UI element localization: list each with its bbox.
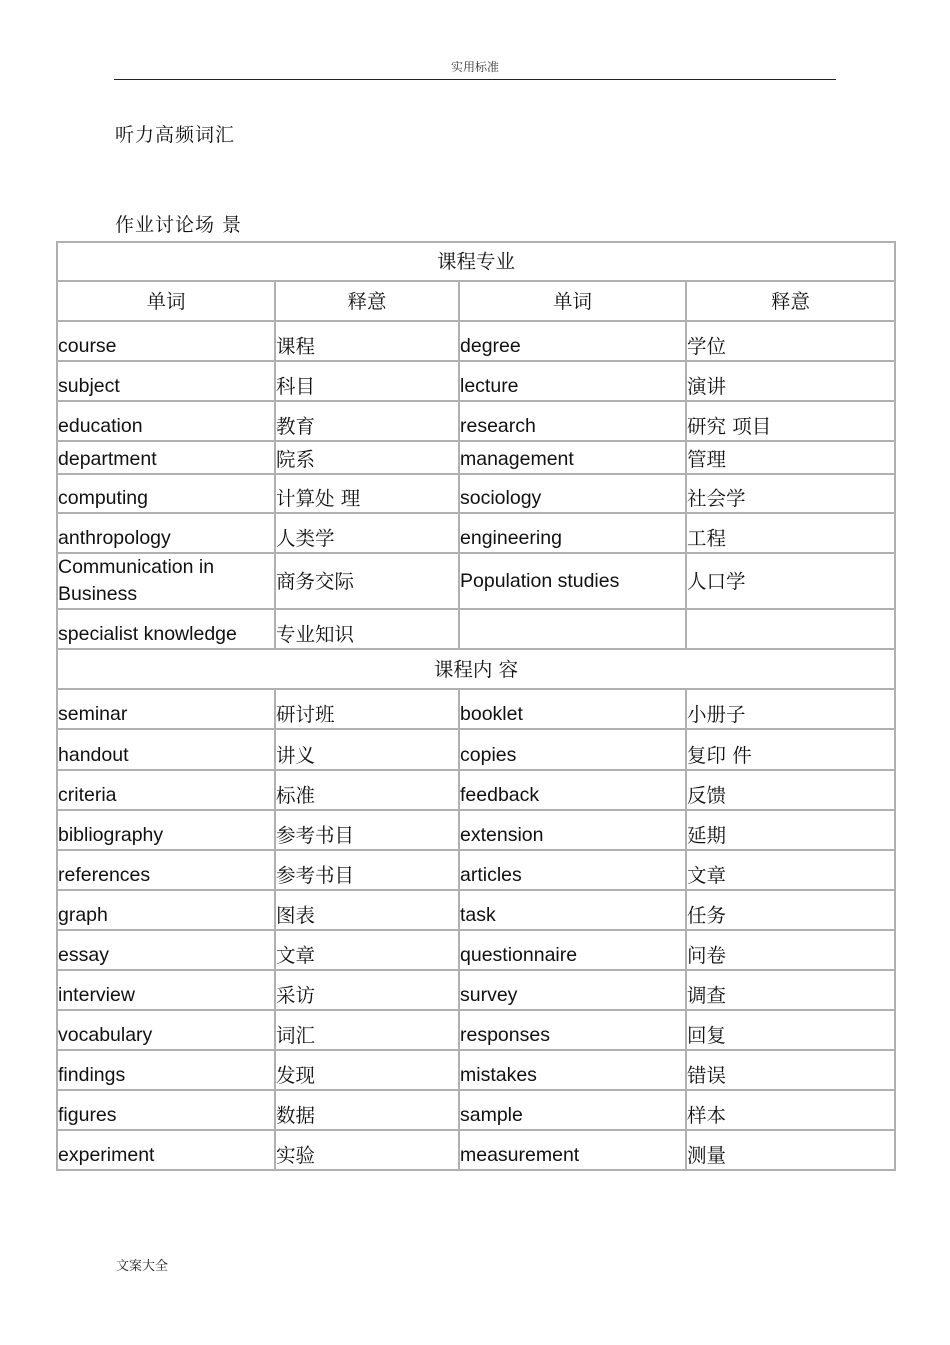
word-cell: vocabulary [58, 1011, 276, 1051]
meaning-cell: 课程 [276, 322, 460, 362]
word-cell: copies [460, 730, 687, 771]
table-row [58, 811, 896, 851]
meaning-cell: 错误 [687, 1051, 896, 1091]
word-cell: bibliography [58, 811, 276, 851]
meaning-cell: 专业知识 [276, 610, 460, 650]
table-row [58, 514, 896, 554]
meaning-cell: 管理 [687, 442, 896, 475]
word-cell: engineering [460, 514, 687, 554]
meaning-cell [687, 610, 896, 650]
word-cell: articles [460, 851, 687, 891]
word-cell: interview [58, 971, 276, 1011]
word-cell: Communication in Business [58, 554, 276, 610]
meaning-cell: 人口学 [687, 554, 896, 610]
word-cell: questionnaire [460, 931, 687, 971]
meaning-cell: 反馈 [687, 771, 896, 811]
meaning-cell: 发现 [276, 1051, 460, 1091]
word-cell: computing [58, 475, 276, 514]
header-divider [114, 79, 836, 80]
word-cell: seminar [58, 690, 276, 730]
table-row [58, 610, 896, 650]
meaning-cell: 研讨班 [276, 690, 460, 730]
word-cell: subject [58, 362, 276, 402]
meaning-cell: 人类学 [276, 514, 460, 554]
meaning-cell: 复印 件 [687, 730, 896, 771]
meaning-cell: 科目 [276, 362, 460, 402]
meaning-cell: 问卷 [687, 931, 896, 971]
meaning-cell: 图表 [276, 891, 460, 931]
column-header-cell: 释意 [276, 282, 460, 322]
word-cell: experiment [58, 1131, 276, 1171]
table-row [58, 851, 896, 891]
word-cell [460, 610, 687, 650]
table-row [58, 1091, 896, 1131]
group-header-row [58, 650, 896, 690]
page-footer: 文案大全 [116, 1259, 169, 1274]
word-cell: task [460, 891, 687, 931]
word-cell: Population studies [460, 554, 687, 610]
meaning-cell: 词汇 [276, 1011, 460, 1051]
meaning-cell: 延期 [687, 811, 896, 851]
word-cell: extension [460, 811, 687, 851]
word-cell: graph [58, 891, 276, 931]
meaning-cell: 工程 [687, 514, 896, 554]
word-cell: anthropology [58, 514, 276, 554]
table-row [58, 322, 896, 362]
meaning-cell: 任务 [687, 891, 896, 931]
word-cell: criteria [58, 771, 276, 811]
meaning-cell: 参考书目 [276, 851, 460, 891]
table-row [58, 690, 896, 730]
word-cell: research [460, 402, 687, 442]
meaning-cell: 样本 [687, 1091, 896, 1131]
document-title: 听力高频词汇 [115, 124, 236, 146]
word-cell: lecture [460, 362, 687, 402]
meaning-cell: 讲义 [276, 730, 460, 771]
meaning-cell: 回复 [687, 1011, 896, 1051]
table-row [58, 771, 896, 811]
column-header-cell: 单词 [58, 282, 276, 322]
section-title: 作业讨论场 景 [115, 214, 243, 236]
group-header-row [58, 243, 896, 282]
meaning-cell: 演讲 [687, 362, 896, 402]
word-cell: findings [58, 1051, 276, 1091]
word-cell: management [460, 442, 687, 475]
table-row [58, 931, 896, 971]
table-row [58, 891, 896, 931]
meaning-cell: 研究 项目 [687, 402, 896, 442]
meaning-cell: 调查 [687, 971, 896, 1011]
table-row [58, 1051, 896, 1091]
group-header-cell: 课程专业 [58, 243, 896, 282]
table-row [58, 730, 896, 771]
word-cell: essay [58, 931, 276, 971]
word-cell: degree [460, 322, 687, 362]
word-cell: booklet [460, 690, 687, 730]
table-row [58, 1011, 896, 1051]
word-cell: measurement [460, 1131, 687, 1171]
word-cell: responses [460, 1011, 687, 1051]
meaning-cell: 文章 [687, 851, 896, 891]
meaning-cell: 参考书目 [276, 811, 460, 851]
meaning-cell: 教育 [276, 402, 460, 442]
word-cell: mistakes [460, 1051, 687, 1091]
group-header-cell: 课程内 容 [58, 650, 896, 690]
word-cell: department [58, 442, 276, 475]
meaning-cell: 学位 [687, 322, 896, 362]
word-cell: figures [58, 1091, 276, 1131]
word-cell: sociology [460, 475, 687, 514]
page-header: 实用标准 [450, 60, 499, 74]
word-cell: feedback [460, 771, 687, 811]
word-cell: sample [460, 1091, 687, 1131]
word-cell: education [58, 402, 276, 442]
meaning-cell: 实验 [276, 1131, 460, 1171]
meaning-cell: 标准 [276, 771, 460, 811]
column-header-cell: 单词 [460, 282, 687, 322]
meaning-cell: 文章 [276, 931, 460, 971]
meaning-cell: 社会学 [687, 475, 896, 514]
vocabulary-table [56, 241, 896, 1171]
column-header-cell: 释意 [687, 282, 896, 322]
table-row [58, 971, 896, 1011]
meaning-cell: 计算处 理 [276, 475, 460, 514]
word-cell: references [58, 851, 276, 891]
table-row [58, 442, 896, 475]
meaning-cell: 测量 [687, 1131, 896, 1171]
table-row [58, 402, 896, 442]
meaning-cell: 院系 [276, 442, 460, 475]
table-row [58, 475, 896, 514]
meaning-cell: 采访 [276, 971, 460, 1011]
word-cell: handout [58, 730, 276, 771]
meaning-cell: 数据 [276, 1091, 460, 1131]
table-row [58, 362, 896, 402]
meaning-cell: 小册子 [687, 690, 896, 730]
word-cell: course [58, 322, 276, 362]
meaning-cell: 商务交际 [276, 554, 460, 610]
word-cell: survey [460, 971, 687, 1011]
column-header-row [58, 282, 896, 322]
table-row [58, 554, 896, 610]
word-cell: specialist knowledge [58, 610, 276, 650]
table-row [58, 1131, 896, 1171]
